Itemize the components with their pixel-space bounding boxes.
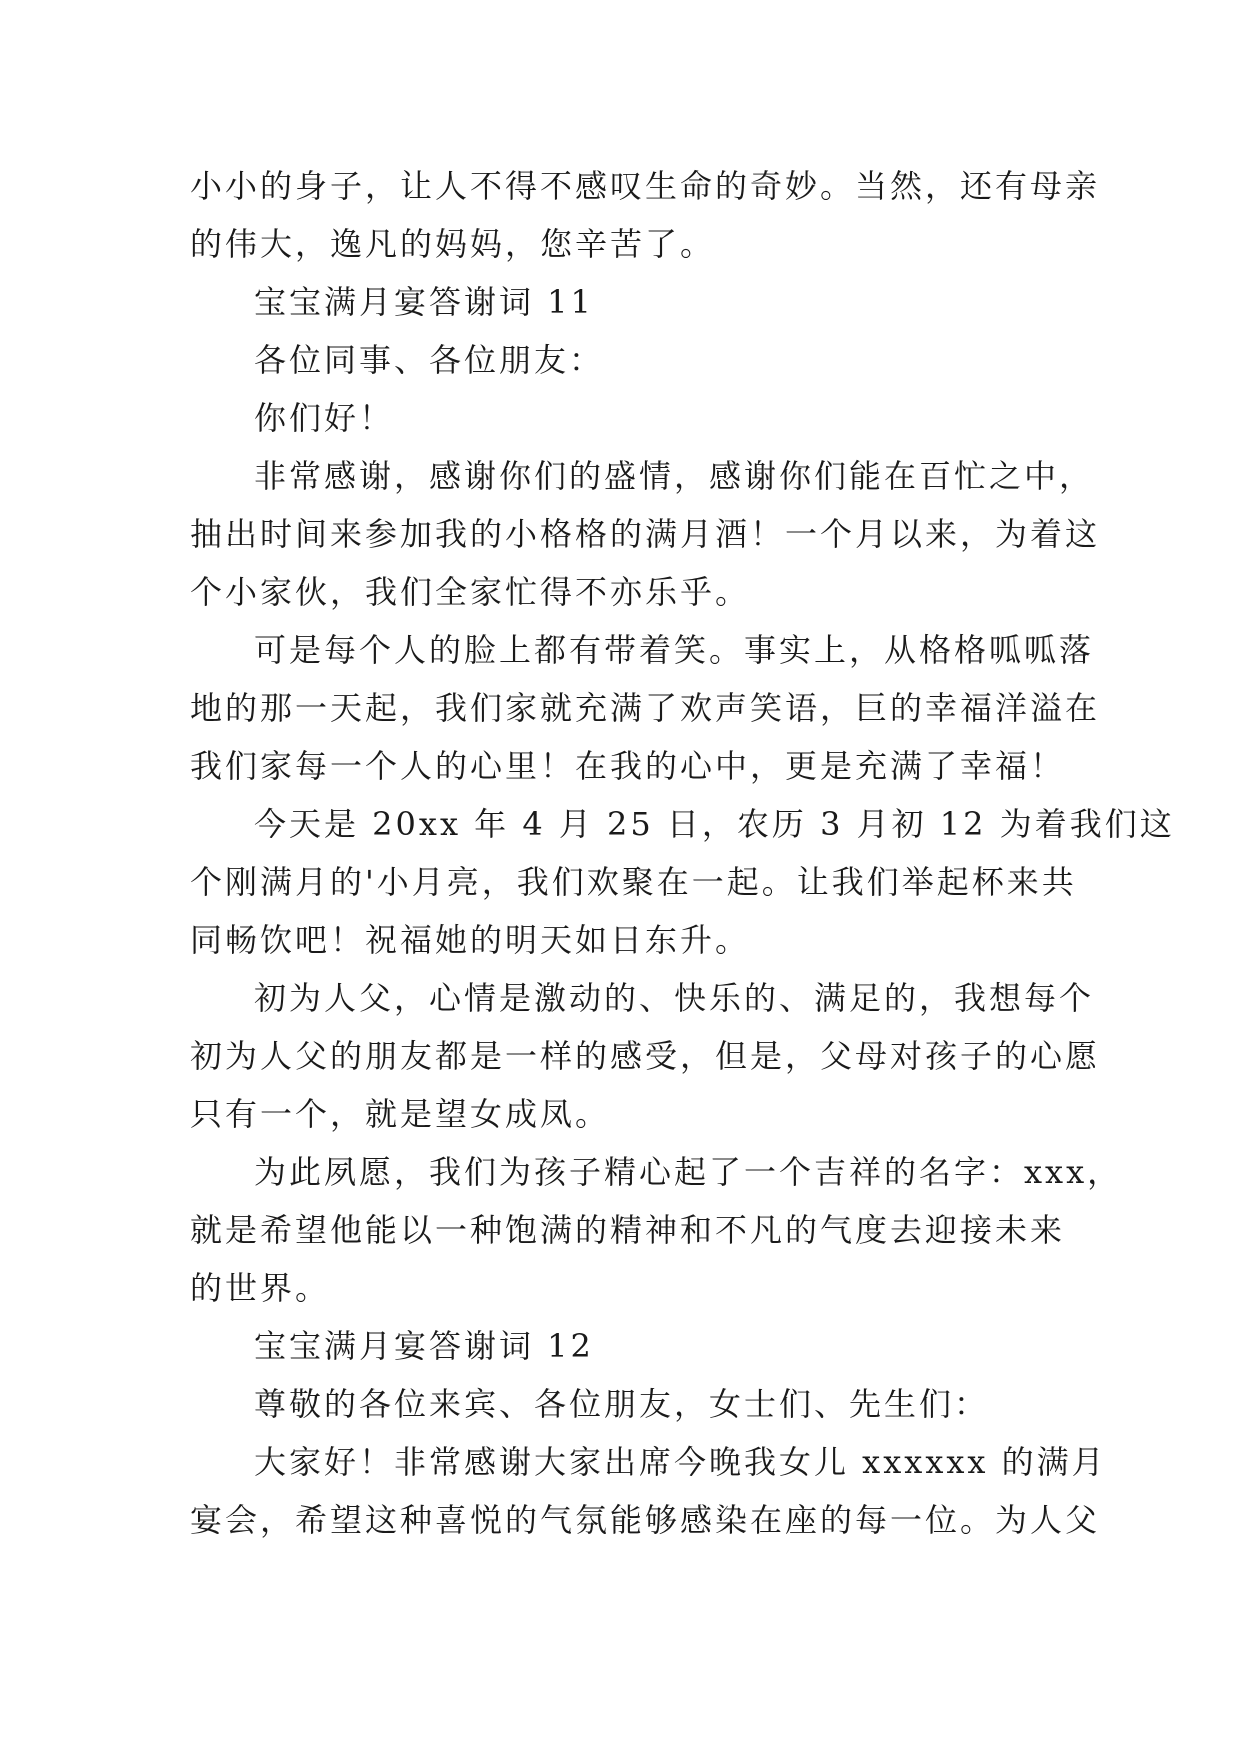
document-body xyxy=(190,157,1175,1549)
text-line: 你们好！ xyxy=(254,399,395,437)
salutation xyxy=(190,1375,1060,1433)
text-line: 尊敬的各位来宾、各位朋友，女士们、先生们： xyxy=(254,1385,990,1423)
text-line: 为此夙愿，我们为孩子精心起了一个吉祥的名字：xxx， xyxy=(254,1153,1123,1191)
section-heading xyxy=(190,1317,1060,1375)
text-line: 的伟大，逸凡的妈妈，您辛苦了。 xyxy=(190,225,716,263)
text-line: 宴会，希望这种喜悦的气氛能够感染在座的每一位。为人父 xyxy=(190,1501,1101,1539)
paragraph xyxy=(190,1143,1123,1317)
text-line: 个刚满月的'小月亮，我们欢聚在一起。让我们举起杯来共 xyxy=(190,863,1077,901)
text-line: 小小的身子，让人不得不感叹生命的奇妙。当然，还有母亲 xyxy=(190,167,1101,205)
text-line: 今天是 20xx 年 4 月 25 日，农历 3 月初 12 为着我们这 xyxy=(254,805,1175,843)
text-line: 只有一个，就是望女成凤。 xyxy=(190,1095,611,1133)
text-line: 同畅饮吧！祝福她的明天如日东升。 xyxy=(190,921,751,959)
paragraph xyxy=(190,795,1175,969)
text-line: 初为人父的朋友都是一样的感受，但是，父母对孩子的心愿 xyxy=(190,1037,1101,1075)
text-line: 抽出时间来参加我的小格格的满月酒！一个月以来，为着这 xyxy=(190,515,1101,553)
greeting xyxy=(190,389,1060,447)
text-line: 个小家伙，我们全家忙得不亦乐乎。 xyxy=(190,573,751,611)
text-line: 各位同事、各位朋友： xyxy=(254,341,605,379)
paragraph xyxy=(190,157,1101,273)
paragraph xyxy=(190,447,1101,621)
text-line: 大家好！非常感谢大家出席今晚我女儿 xxxxxx 的满月 xyxy=(254,1443,1107,1481)
text-line: 初为人父，心情是激动的、快乐的、满足的，我想每个 xyxy=(254,979,1095,1017)
paragraph xyxy=(190,969,1101,1143)
text-line: 就是希望他能以一种饱满的精神和不凡的气度去迎接未来 xyxy=(190,1211,1066,1249)
paragraph xyxy=(190,621,1101,795)
text-line: 的世界。 xyxy=(190,1269,331,1307)
section-heading xyxy=(190,273,1060,331)
text-line: 可是每个人的脸上都有带着笑。事实上，从格格呱呱落 xyxy=(254,631,1095,669)
text-line: 我们家每一个人的心里！在我的心中，更是充满了幸福！ xyxy=(190,747,1066,785)
salutation xyxy=(190,331,1060,389)
text-line: 地的那一天起，我们家就充满了欢声笑语，巨的幸福洋溢在 xyxy=(190,689,1101,727)
text-line: 宝宝满月宴答谢词 11 xyxy=(254,283,594,321)
paragraph xyxy=(190,1433,1107,1549)
text-line: 宝宝满月宴答谢词 12 xyxy=(254,1327,594,1365)
text-line: 非常感谢，感谢你们的盛情，感谢你们能在百忙之中， xyxy=(254,457,1095,495)
